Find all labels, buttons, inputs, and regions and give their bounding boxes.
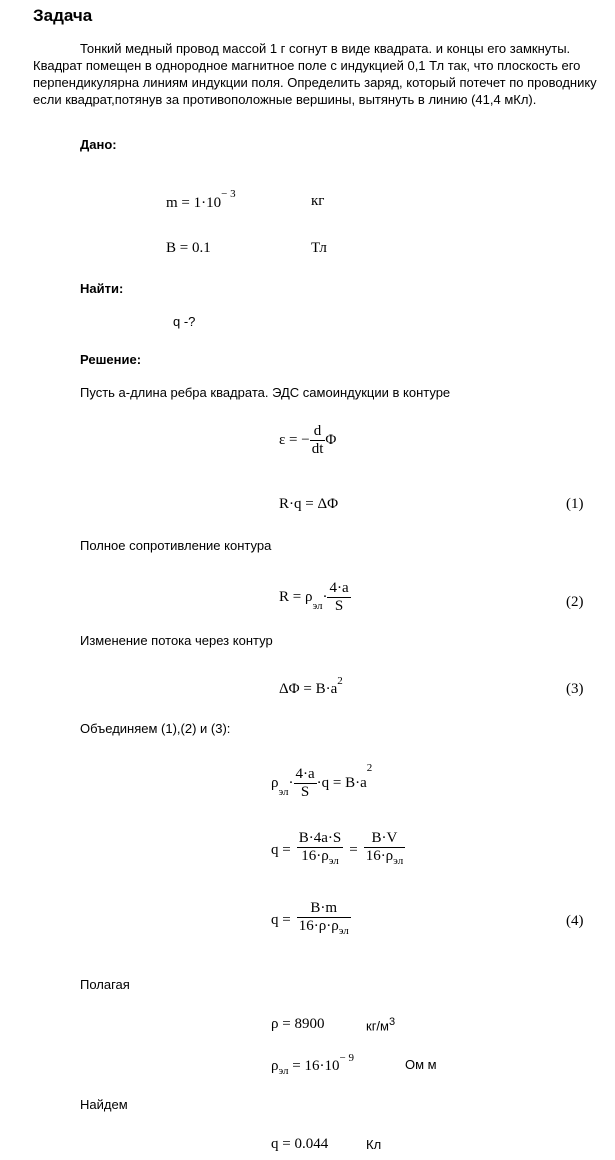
answer-value: q = 0.044	[271, 1136, 329, 1152]
charge-formula-1	[271, 830, 405, 870]
solution-text-3: Изменение потока через контур	[80, 633, 273, 648]
resistivity-value	[271, 1052, 354, 1077]
induction-unit: Тл	[311, 240, 327, 256]
resistivity-exponent: − 9	[339, 1052, 354, 1064]
find-heading: Найти:	[80, 281, 124, 296]
combined-denominator: S	[300, 784, 310, 800]
charge-1-denominator-a	[297, 848, 344, 870]
density-unit-exponent: 3	[388, 1016, 396, 1028]
charge-1-den-a-sub: эл	[328, 855, 339, 867]
density-unit-text: кг/м	[366, 1018, 389, 1034]
emf-formula	[279, 423, 336, 458]
resistivity-sub: эл	[278, 1065, 289, 1077]
equation-4-number: (4)	[566, 913, 584, 929]
mass-exponent: − 3	[221, 188, 236, 200]
solution-text-5: Полагая	[80, 977, 130, 992]
charge-2-fraction	[297, 900, 351, 940]
charge-1-lhs: q =	[271, 841, 291, 858]
combined-fraction	[294, 766, 317, 801]
solution-text-2: Полное сопротивление контура	[80, 538, 272, 553]
answer-unit: Кл	[366, 1137, 382, 1152]
combined-rho: ρ	[271, 775, 279, 791]
page-title: Задача	[33, 6, 93, 25]
solution-text-6: Найдем	[80, 1097, 128, 1112]
combined-rho-sub: эл	[278, 785, 289, 798]
emf-denominator: dt	[311, 441, 324, 457]
resistivity-number: = 16·10	[292, 1058, 340, 1074]
resistance-lhs: R = ρ	[279, 589, 313, 605]
charge-2-lhs: q =	[271, 911, 291, 928]
resistivity-unit: Ом м	[405, 1057, 437, 1072]
problem-statement: Тонкий медный провод массой 1 г согнут в виде квадрата. и концы его замкнуты. Квадрат помещен в однородное магнитное поле с индукцией 0,1 Тл так, что плоскость его перпендикулярна линиям индукции поля. Определить заряд, который потечет по проводнику если квадрат,потянув за противоположные вершины, вытянуть в линию (41,4 мКл).	[33, 41, 597, 107]
emf-fraction	[310, 423, 326, 458]
equation-1-number: (1)	[566, 496, 584, 512]
mass-value: m = 1·10	[166, 195, 222, 211]
find-value: q -?	[173, 314, 196, 329]
charge-formula-2	[271, 900, 351, 940]
given-heading: Дано:	[80, 137, 117, 152]
equation-2-number: (2)	[566, 594, 584, 610]
solution-heading: Решение:	[80, 352, 142, 367]
charge-1-den-b-sub: эл	[393, 855, 404, 867]
resistance-numerator: 4·a	[329, 580, 349, 596]
mass-unit: кг	[311, 193, 325, 209]
given-mass	[166, 188, 236, 212]
charge-1-denominator-b	[364, 848, 406, 870]
equation-1: R·q = ΔΦ	[279, 496, 339, 512]
combined-formula: $\rho_{эл}\cdot$ $\frac{4\cdot a}{S}$ $\cdot q = B\cdot a^2$	[271, 761, 373, 800]
solution-text-4: Объединяем (1),(2) и (3):	[80, 721, 231, 736]
resistance-sub: эл	[312, 599, 323, 612]
density-unit	[366, 1016, 395, 1033]
charge-2-den-sub: эл	[338, 925, 349, 937]
charge-1-numerator-a: B·4a·S	[298, 830, 342, 846]
charge-2-denominator	[297, 918, 351, 940]
charge-1-fraction-b	[364, 830, 406, 870]
combined-exponent: 2	[366, 761, 373, 774]
resistance-fraction	[327, 580, 350, 615]
charge-1-equals: =	[349, 841, 358, 858]
resistance-denominator: S	[334, 598, 344, 614]
flux-formula	[279, 675, 343, 698]
given-induction: B = 0.1	[166, 240, 211, 256]
charge-2-numerator: B·m	[297, 900, 351, 918]
emf-rhs: Φ	[325, 432, 337, 448]
solution-text-1: Пусть а-длина ребра квадрата. ЭДС самоиндукции в контуре	[80, 385, 451, 400]
emf-numerator: d	[310, 423, 326, 441]
charge-1-den-b-text: 16·ρ	[365, 848, 394, 864]
combined-numerator: 4·a	[295, 766, 315, 782]
charge-1-numerator-b: B·V	[364, 830, 406, 848]
density-value: ρ = 8900	[271, 1016, 325, 1032]
charge-2-den-text: 16·ρ·ρ	[298, 918, 339, 934]
charge-1-den-a-text: 16·ρ	[301, 848, 329, 864]
resistance-formula: $R = \rho_{эл}\cdot$ $\frac{4\cdot a}{S}$	[279, 580, 349, 614]
charge-1-fraction-a	[297, 830, 344, 870]
resistivity-rho: ρ	[271, 1058, 279, 1074]
emf-lhs: ε = −	[279, 432, 310, 448]
combined-rhs: ·q = B·a	[316, 775, 367, 791]
flux-exponent: 2	[337, 675, 343, 687]
flux-lhs: ΔΦ = B·a	[279, 681, 338, 697]
equation-3-number: (3)	[566, 681, 584, 697]
